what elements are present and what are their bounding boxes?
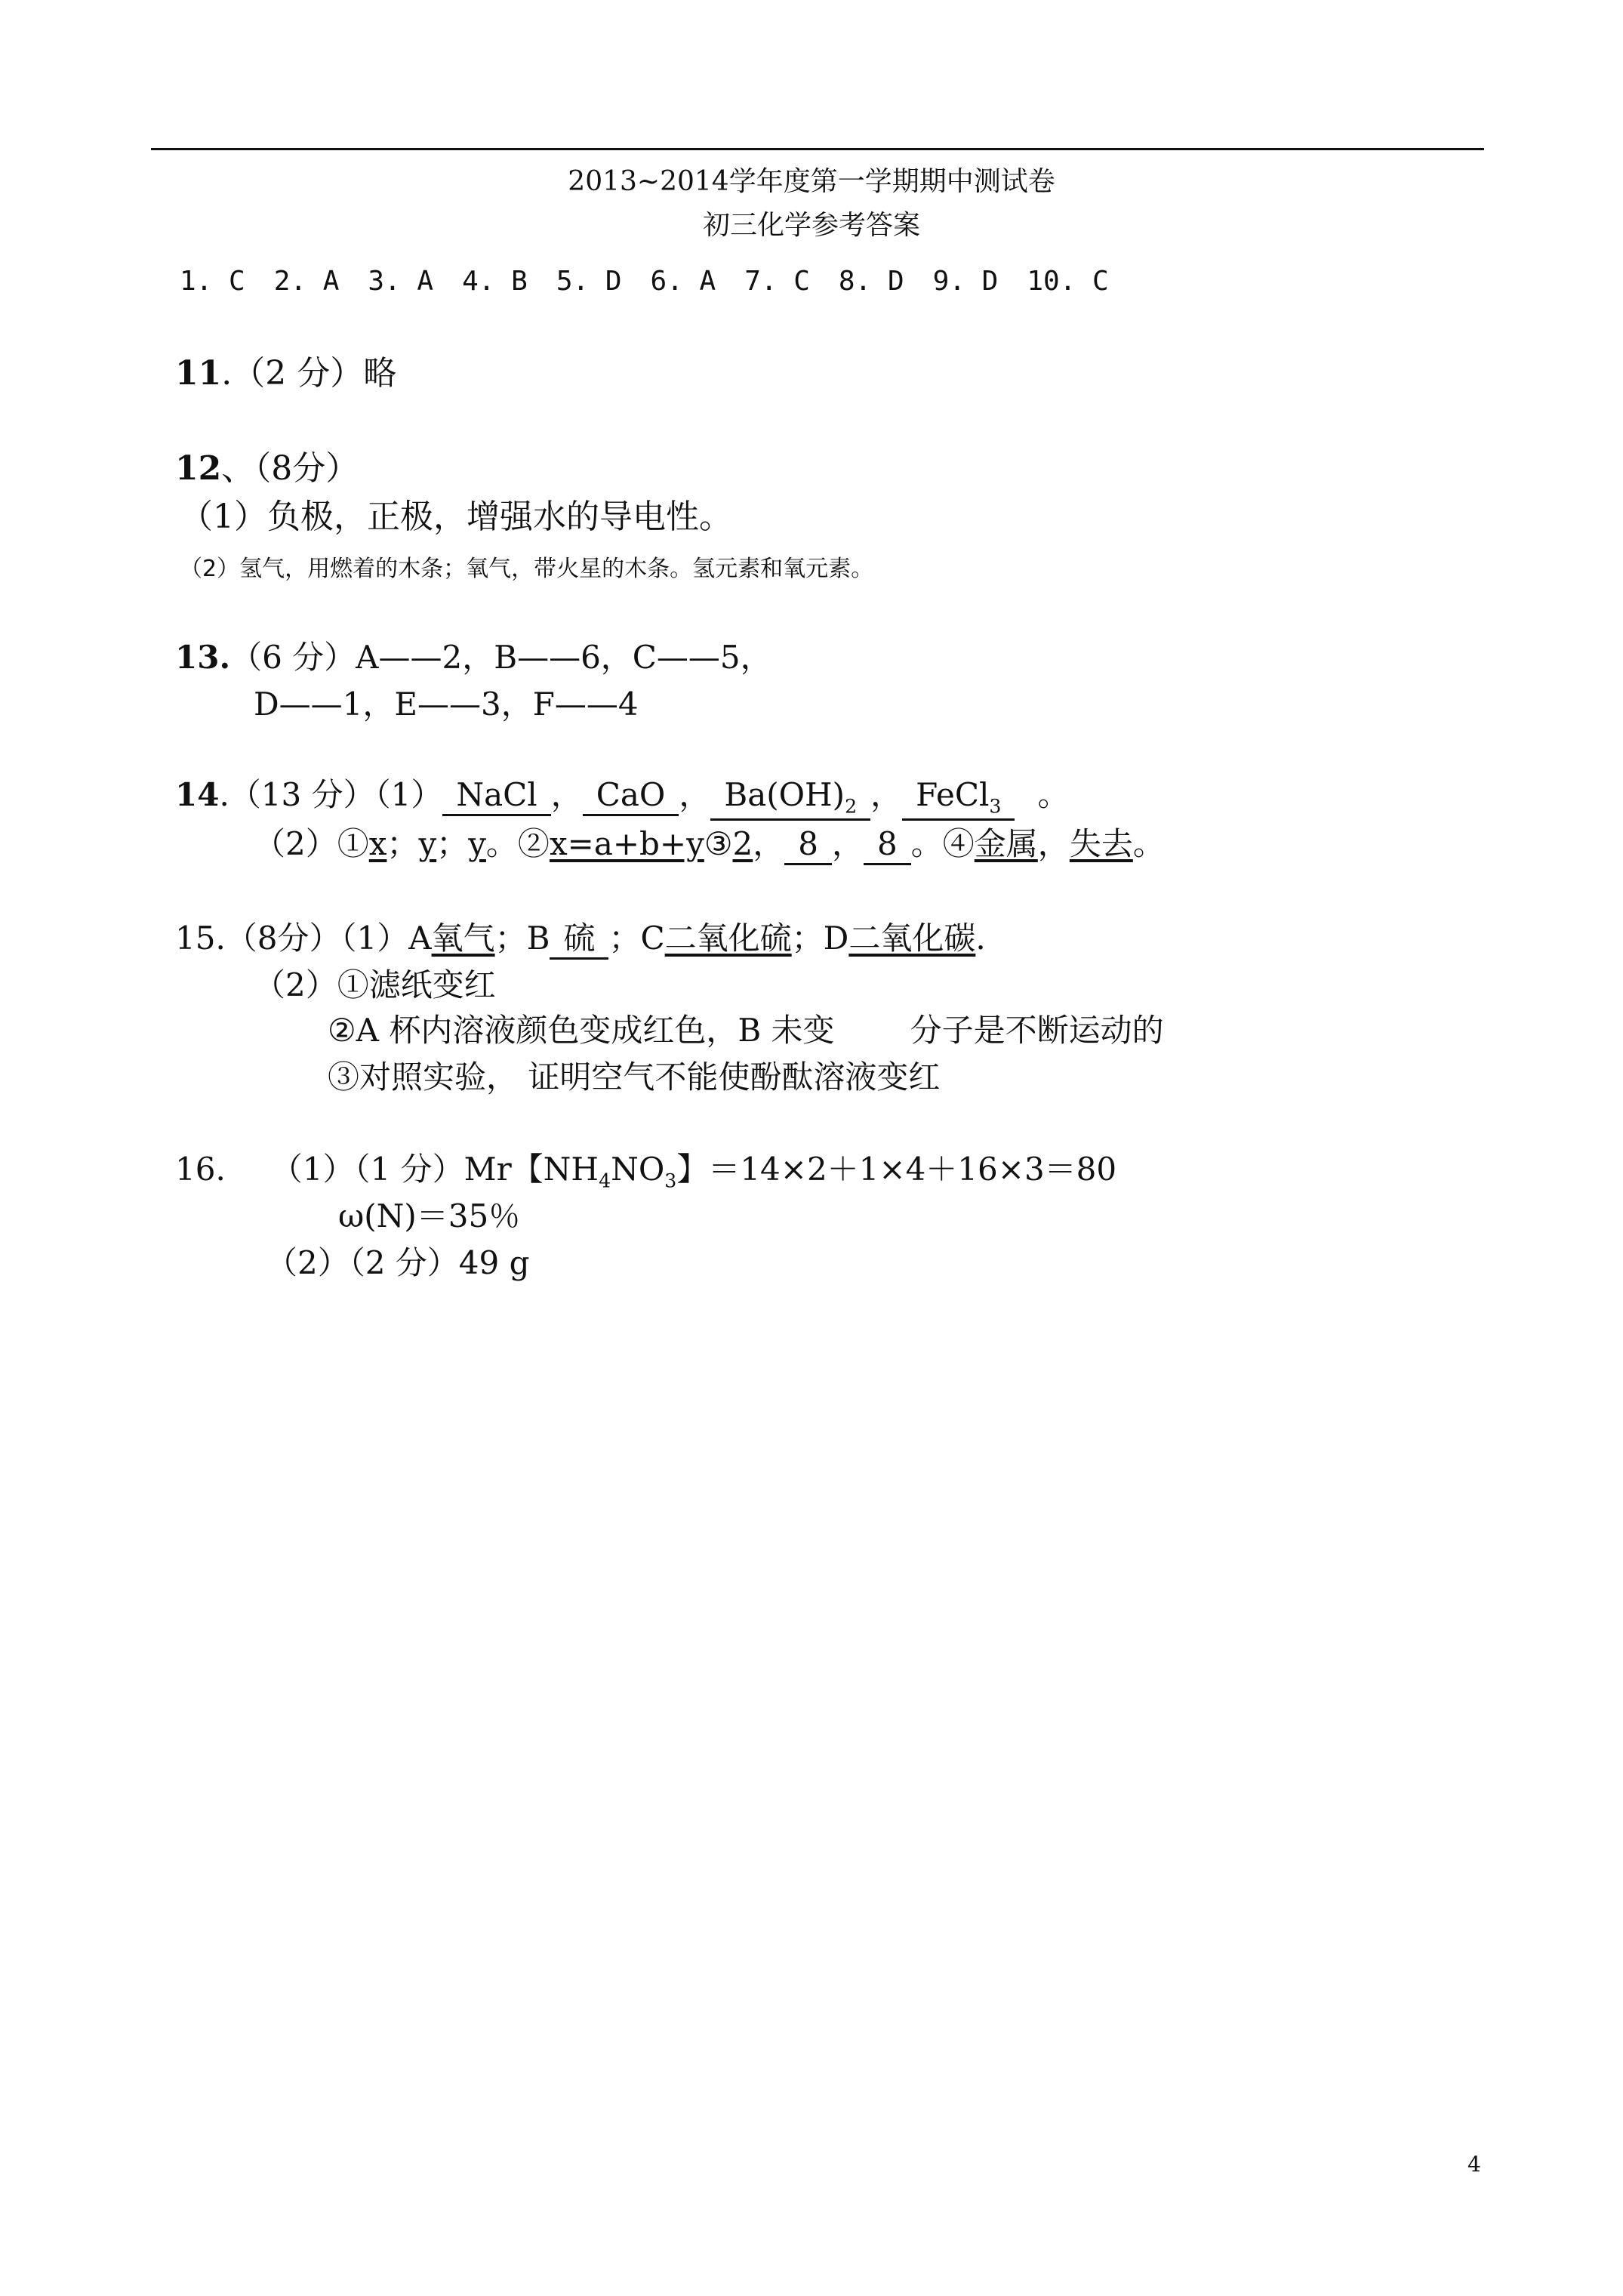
answer-8b: 8 [864, 827, 911, 865]
question-number: 12 [175, 449, 222, 488]
exam-title: 2013~2014学年度第一学期期中测试卷 [568, 166, 1055, 197]
question-12-heading [175, 441, 359, 489]
answer-blank-4: FeCl$_3$ [902, 778, 1015, 821]
answer-b: 硫 [550, 921, 608, 960]
question-number: 14 [175, 776, 220, 813]
answer-text: .（2 分）略 [221, 354, 397, 393]
mc-answer: 2. A [273, 266, 340, 297]
answer-y1: y [418, 825, 437, 862]
answer-y2: y [468, 825, 486, 862]
question-16-line3: （2）（2 分）49 g [266, 1244, 530, 1281]
answer-line-1: （6 分）A——2，B——6，C——5， [230, 639, 772, 676]
answer-equation: x=a+b+y [549, 825, 704, 862]
mc-answer: 7. C [744, 266, 810, 297]
mc-answer: 6. A [650, 266, 716, 297]
answer-metal: 金属 [974, 825, 1038, 862]
mc-answer: 9. D [932, 266, 999, 297]
question-11 [175, 346, 396, 394]
question-15-line4: ③对照实验， 证明空气不能使酚酞溶液变红 [328, 1059, 941, 1096]
answer-2: 2 [732, 825, 753, 862]
mc-answer: 3. A [368, 266, 434, 297]
question-12-part1: （1）负极，正极，增强水的导电性。 [180, 498, 732, 536]
mc-answer: 1. C [180, 266, 245, 297]
exam-subtitle: 初三化学参考答案 [702, 210, 920, 241]
mc-answer: 8. D [838, 266, 904, 297]
multiple-choice-answers [180, 266, 1138, 297]
mc-answer: 10. C [1027, 266, 1109, 297]
answer-d: 二氧化碳 [848, 920, 976, 957]
question-14-line2: （2）①x；y；y。②x=a+b+y③2， 8 ， 8 。④金属，失去。 [254, 819, 1165, 865]
answer-lose: 失去 [1069, 825, 1133, 862]
question-12-part2: （2）氢气，用燃着的木条；氧气，带火星的木条。氢元素和氧元素。 [180, 556, 874, 582]
mc-answer: 5. D [556, 266, 622, 297]
question-13 [175, 633, 772, 678]
question-number: 13. [175, 639, 231, 676]
answer-blank-1: NaCl [442, 778, 550, 816]
question-16-line2: ω(N)＝35％ [338, 1197, 521, 1234]
answer-x: x [368, 825, 387, 862]
question-15-line2: （2）①滤纸变红 [254, 966, 496, 1003]
question-14-line1: 14.（13 分）（1） NaCl ， CaO ， $Ba(OH)_2$ ， FeCl$_3$ 。 [175, 770, 1069, 821]
answer-8a: 8 [784, 827, 832, 865]
question-16-line1: 16. （1）（1 分）Mr【$NH_4NO_3$】＝14×2＋1×4＋16×3＝80 [175, 1151, 1117, 1192]
page-number: 4 [1467, 2152, 1481, 2177]
header-rule [151, 148, 1484, 150]
answer-c: 二氧化硫 [664, 920, 792, 957]
answer-blank-2: CaO [583, 778, 679, 816]
question-15-line1: 15.（8分）（1）A氧气；B 硫 ；C二氧化硫；D二氧化碳. [175, 914, 986, 960]
question-number: 11 [175, 354, 222, 393]
question-15-line3: ②A 杯内溶液颜色变成红色，B 未变 分子是不断运动的 [328, 1012, 1164, 1049]
answer-a: 氧气 [431, 920, 495, 957]
question-13-line2: D——1，E——3，F——4 [254, 686, 639, 723]
mc-answer: 4. B [462, 266, 528, 297]
answer-blank-3: $Ba(OH)_2$ [710, 778, 870, 821]
points: 、（8分） [221, 449, 359, 488]
points: .（13 分）（1） [219, 776, 443, 813]
